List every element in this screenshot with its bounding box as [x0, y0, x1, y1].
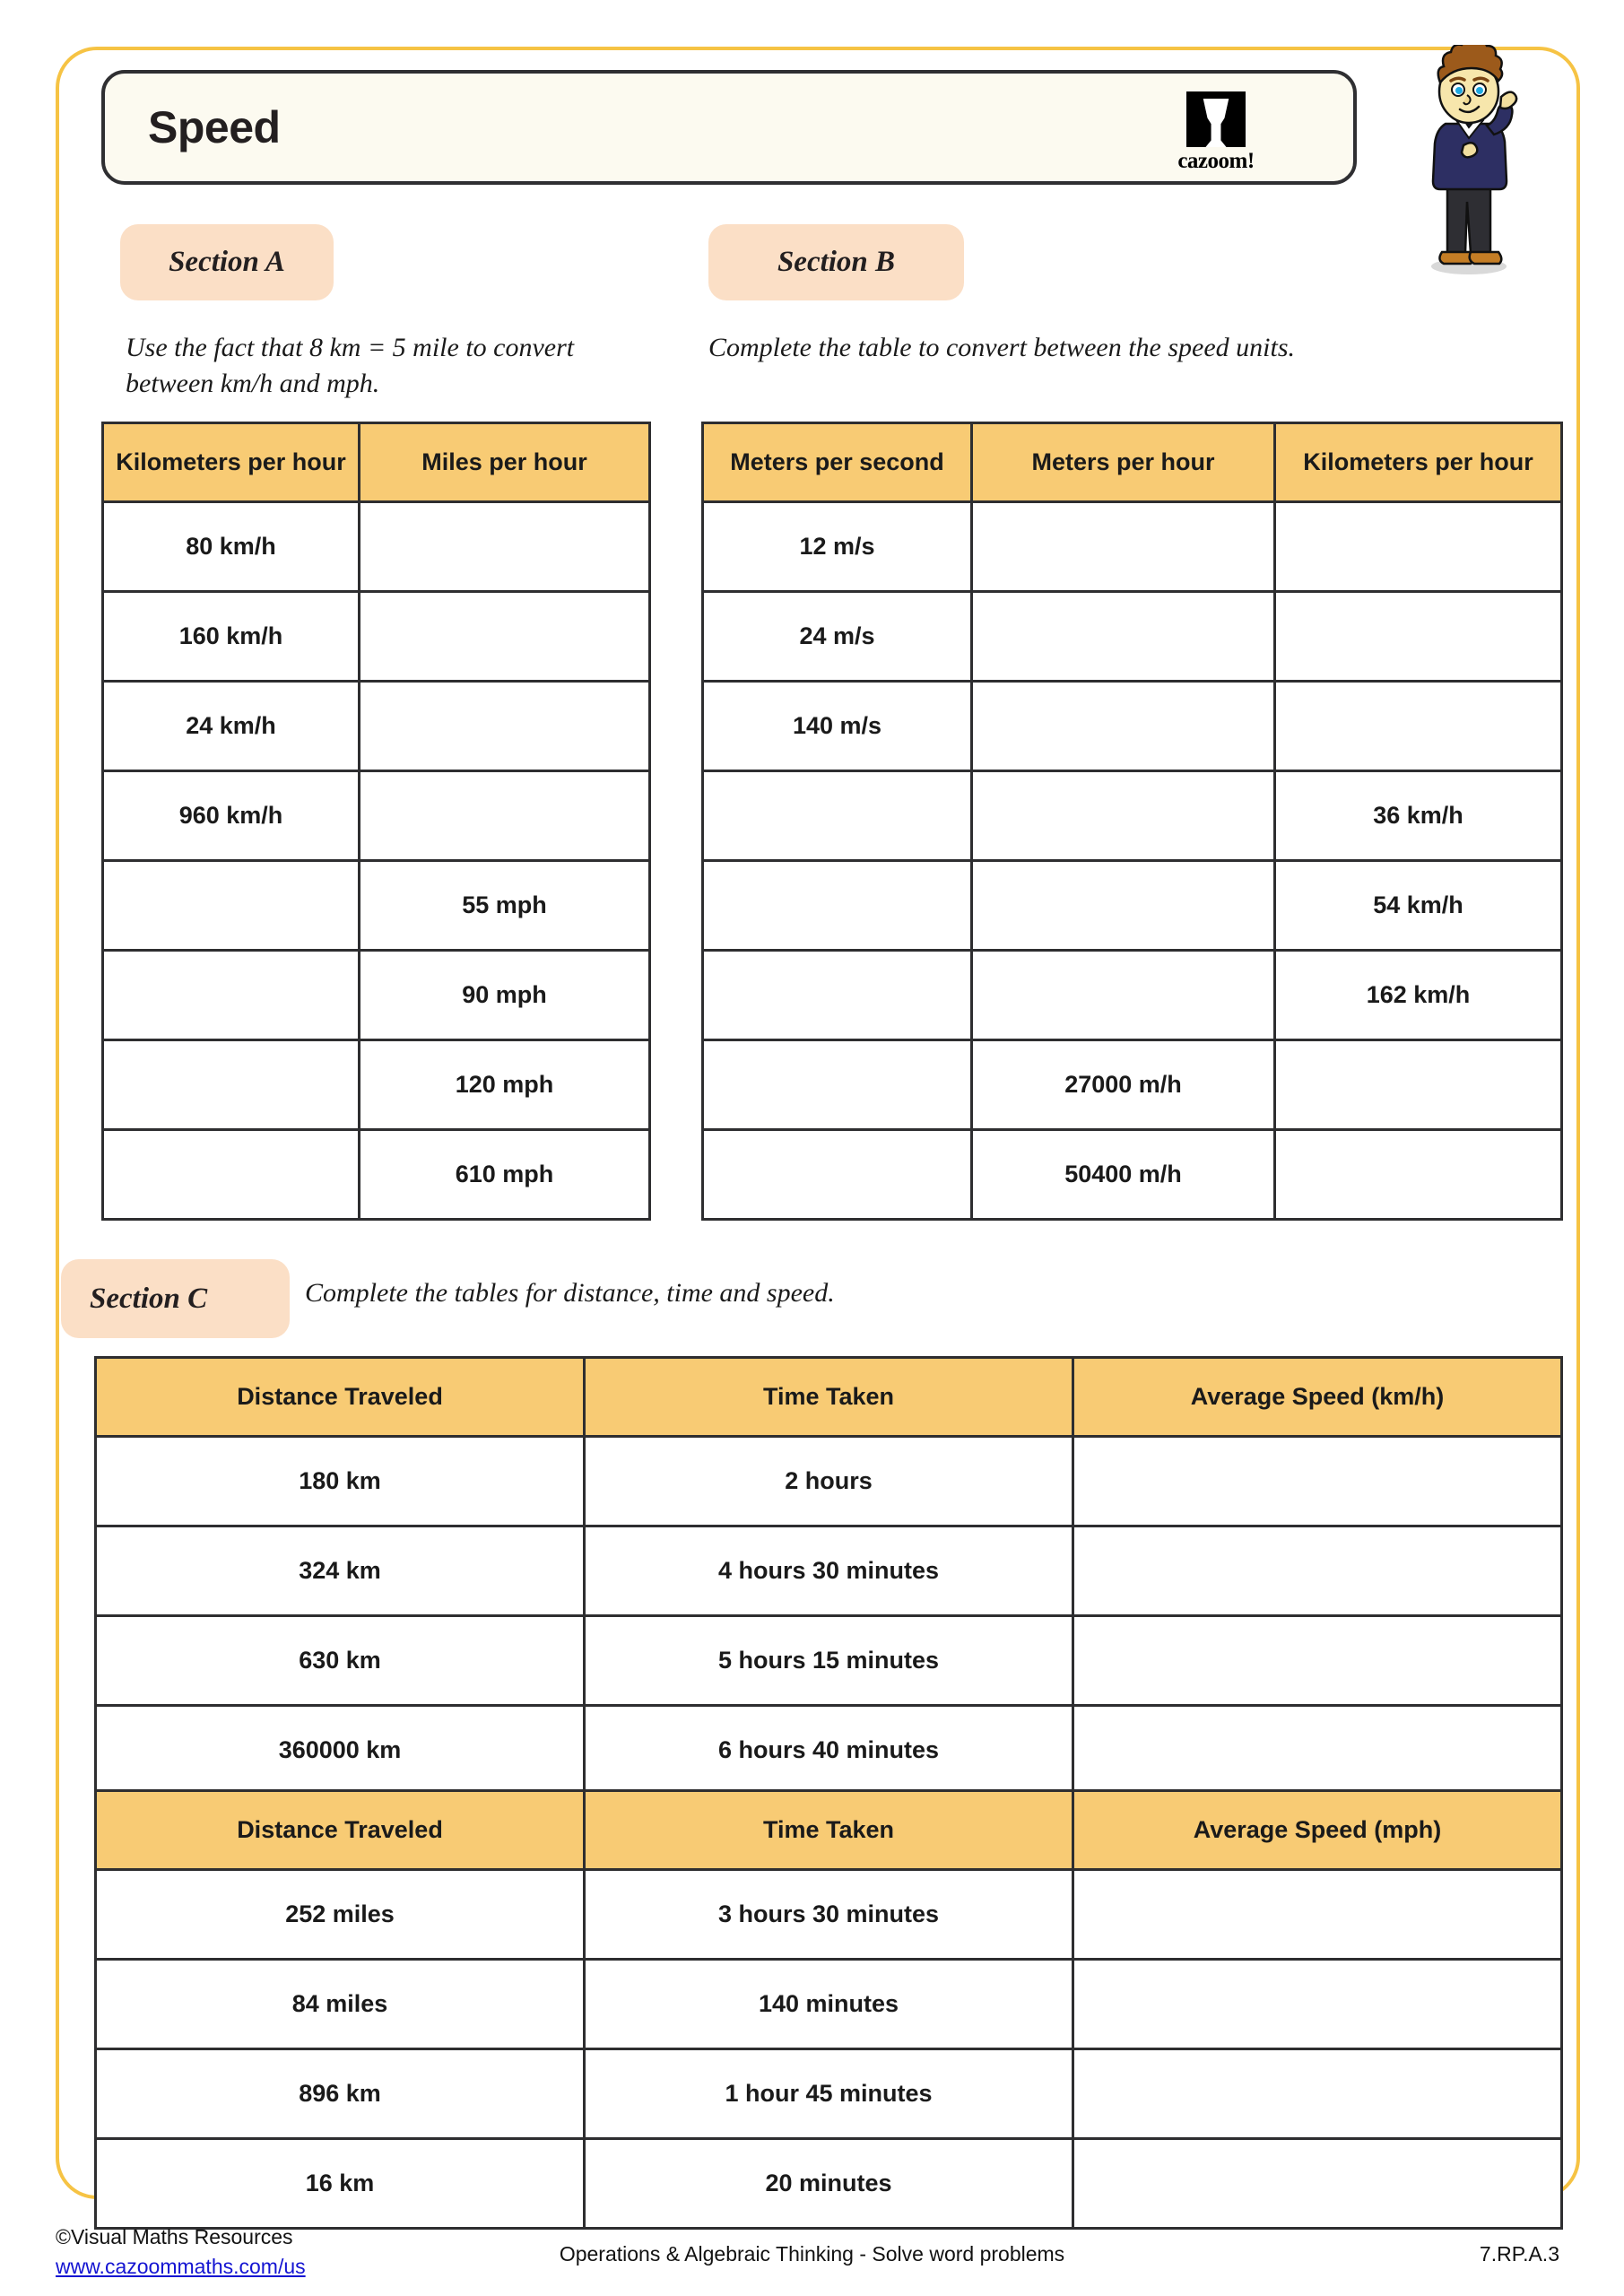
cell-time: 4 hours 30 minutes	[585, 1526, 1073, 1616]
table-row	[703, 1040, 1562, 1130]
table-row	[703, 861, 1562, 951]
cell-kmh-answer[interactable]	[1275, 592, 1562, 682]
cell-mph: 610 mph	[360, 1130, 650, 1220]
section-c-instruction: Complete the tables for distance, time and speed.	[305, 1278, 835, 1308]
cell-kmh: 162 km/h	[1275, 951, 1562, 1040]
cell-kmh: 24 km/h	[103, 682, 360, 771]
section-b-table	[701, 422, 1563, 1221]
cell-speed-answer[interactable]	[1073, 1960, 1562, 2049]
table-row	[103, 771, 650, 861]
table-row	[96, 1870, 1562, 1960]
table-row	[96, 1437, 1562, 1526]
cell-speed-answer[interactable]	[1073, 1616, 1562, 1706]
cell-mh: 50400 m/h	[972, 1130, 1275, 1220]
table-header-row	[703, 423, 1562, 502]
section-c-pill: Section C	[61, 1259, 290, 1338]
cell-mh-answer[interactable]	[972, 682, 1275, 771]
section-a-instruction: Use the fact that 8 km = 5 mile to convert between km/h and mph.	[126, 333, 575, 398]
cell-mh-answer[interactable]	[972, 502, 1275, 592]
cell-time: 1 hour 45 minutes	[585, 2049, 1073, 2139]
cell-distance: 360000 km	[96, 1706, 585, 1796]
col-header-ms: Meters per second	[703, 423, 972, 502]
cell-distance: 84 miles	[96, 1960, 585, 2049]
table-row	[703, 502, 1562, 592]
cell-kmh-answer[interactable]	[1275, 1130, 1562, 1220]
table-header-row	[96, 1358, 1562, 1437]
cell-time: 6 hours 40 minutes	[585, 1706, 1073, 1796]
cell-distance: 324 km	[96, 1526, 585, 1616]
page-footer	[0, 2222, 1624, 2294]
cell-kmh: 160 km/h	[103, 592, 360, 682]
table-row	[703, 1130, 1562, 1220]
table-header-row	[96, 1791, 1562, 1870]
cell-mh: 27000 m/h	[972, 1040, 1275, 1130]
table-row	[103, 861, 650, 951]
section-b-pill: Section B	[708, 224, 964, 300]
page-title: Speed	[148, 102, 281, 152]
cell-time: 20 minutes	[585, 2139, 1073, 2229]
table-row	[103, 951, 650, 1040]
col-header-speed-kmh: Average Speed (km/h)	[1073, 1358, 1562, 1437]
table-row	[103, 682, 650, 771]
cell-distance: 180 km	[96, 1437, 585, 1526]
cell-speed-answer[interactable]	[1073, 1437, 1562, 1526]
cazoom-logo	[1149, 88, 1283, 178]
cell-ms-answer[interactable]	[703, 1040, 972, 1130]
cell-kmh-answer[interactable]	[103, 951, 360, 1040]
cell-mh-answer[interactable]	[972, 771, 1275, 861]
col-header-time: Time Taken	[585, 1358, 1073, 1437]
cell-time: 2 hours	[585, 1437, 1073, 1526]
table-row	[703, 592, 1562, 682]
footer-topic: Operations & Algebraic Thinking - Solve word problems	[559, 2242, 1065, 2266]
cell-kmh-answer[interactable]	[1275, 682, 1562, 771]
cell-mh-answer[interactable]	[972, 592, 1275, 682]
cell-ms-answer[interactable]	[703, 951, 972, 1040]
table-row	[96, 1960, 1562, 2049]
col-header-speed-mph: Average Speed (mph)	[1073, 1791, 1562, 1870]
section-c-table-kmh	[94, 1356, 1563, 1796]
cell-speed-answer[interactable]	[1073, 1706, 1562, 1796]
footer-standard-code: 7.RP.A.3	[1479, 2242, 1559, 2266]
table-row	[96, 1706, 1562, 1796]
table-row	[96, 1526, 1562, 1616]
cell-mph-answer[interactable]	[360, 502, 650, 592]
cell-distance: 252 miles	[96, 1870, 585, 1960]
cell-kmh-answer[interactable]	[103, 861, 360, 951]
cell-mph-answer[interactable]	[360, 592, 650, 682]
col-header-distance: Distance Traveled	[96, 1358, 585, 1437]
cell-kmh: 80 km/h	[103, 502, 360, 592]
section-b-instruction: Complete the table to convert between the speed units.	[708, 333, 1295, 362]
cell-speed-answer[interactable]	[1073, 1526, 1562, 1616]
title-box	[101, 70, 1357, 185]
cell-kmh: 54 km/h	[1275, 861, 1562, 951]
cell-mph: 120 mph	[360, 1040, 650, 1130]
cell-distance: 896 km	[96, 2049, 585, 2139]
cell-kmh-answer[interactable]	[1275, 502, 1562, 592]
table-row	[103, 592, 650, 682]
cell-mh-answer[interactable]	[972, 861, 1275, 951]
table-row	[96, 2049, 1562, 2139]
table-row	[103, 1130, 650, 1220]
cell-speed-answer[interactable]	[1073, 1870, 1562, 1960]
cell-kmh: 960 km/h	[103, 771, 360, 861]
table-row	[703, 682, 1562, 771]
cell-mph-answer[interactable]	[360, 682, 650, 771]
cell-speed-answer[interactable]	[1073, 2139, 1562, 2229]
cell-ms: 140 m/s	[703, 682, 972, 771]
table-row	[96, 2139, 1562, 2229]
cell-distance: 630 km	[96, 1616, 585, 1706]
section-a-table	[101, 422, 651, 1221]
cell-time: 140 minutes	[585, 1960, 1073, 2049]
boy-mascot-icon	[1408, 45, 1533, 283]
cazoom-logo-text: cazoom!	[1177, 149, 1255, 173]
col-header-time: Time Taken	[585, 1791, 1073, 1870]
cell-mph: 55 mph	[360, 861, 650, 951]
cell-ms-answer[interactable]	[703, 861, 972, 951]
section-c-table-mph	[94, 1789, 1563, 2230]
cell-mph-answer[interactable]	[360, 771, 650, 861]
col-header-kmh: Kilometers per hour	[1275, 423, 1562, 502]
table-row	[103, 1040, 650, 1130]
table-row	[703, 951, 1562, 1040]
cazoom-drum-icon	[1186, 91, 1246, 147]
col-header-distance: Distance Traveled	[96, 1791, 585, 1870]
cell-ms: 24 m/s	[703, 592, 972, 682]
cell-ms-answer[interactable]	[703, 1130, 972, 1220]
cell-kmh-answer[interactable]	[103, 1040, 360, 1130]
cell-time: 3 hours 30 minutes	[585, 1870, 1073, 1960]
cell-time: 5 hours 15 minutes	[585, 1616, 1073, 1706]
table-row	[703, 771, 1562, 861]
cell-kmh: 36 km/h	[1275, 771, 1562, 861]
website-link[interactable]: www.cazoommaths.com/us	[56, 2254, 306, 2278]
cell-mph: 90 mph	[360, 951, 650, 1040]
copyright-text: ©Visual Maths Resources	[56, 2225, 293, 2248]
table-row	[103, 502, 650, 592]
col-header-kmh: Kilometers per hour	[103, 423, 360, 502]
col-header-mh: Meters per hour	[972, 423, 1275, 502]
cell-kmh-answer[interactable]	[103, 1130, 360, 1220]
section-a-pill: Section A	[120, 224, 334, 300]
table-header-row	[103, 423, 650, 502]
cell-ms: 12 m/s	[703, 502, 972, 592]
cell-distance: 16 km	[96, 2139, 585, 2229]
cell-mh-answer[interactable]	[972, 951, 1275, 1040]
table-row	[96, 1616, 1562, 1706]
cell-speed-answer[interactable]	[1073, 2049, 1562, 2139]
col-header-mph: Miles per hour	[360, 423, 650, 502]
cell-ms-answer[interactable]	[703, 771, 972, 861]
cell-kmh-answer[interactable]	[1275, 1040, 1562, 1130]
